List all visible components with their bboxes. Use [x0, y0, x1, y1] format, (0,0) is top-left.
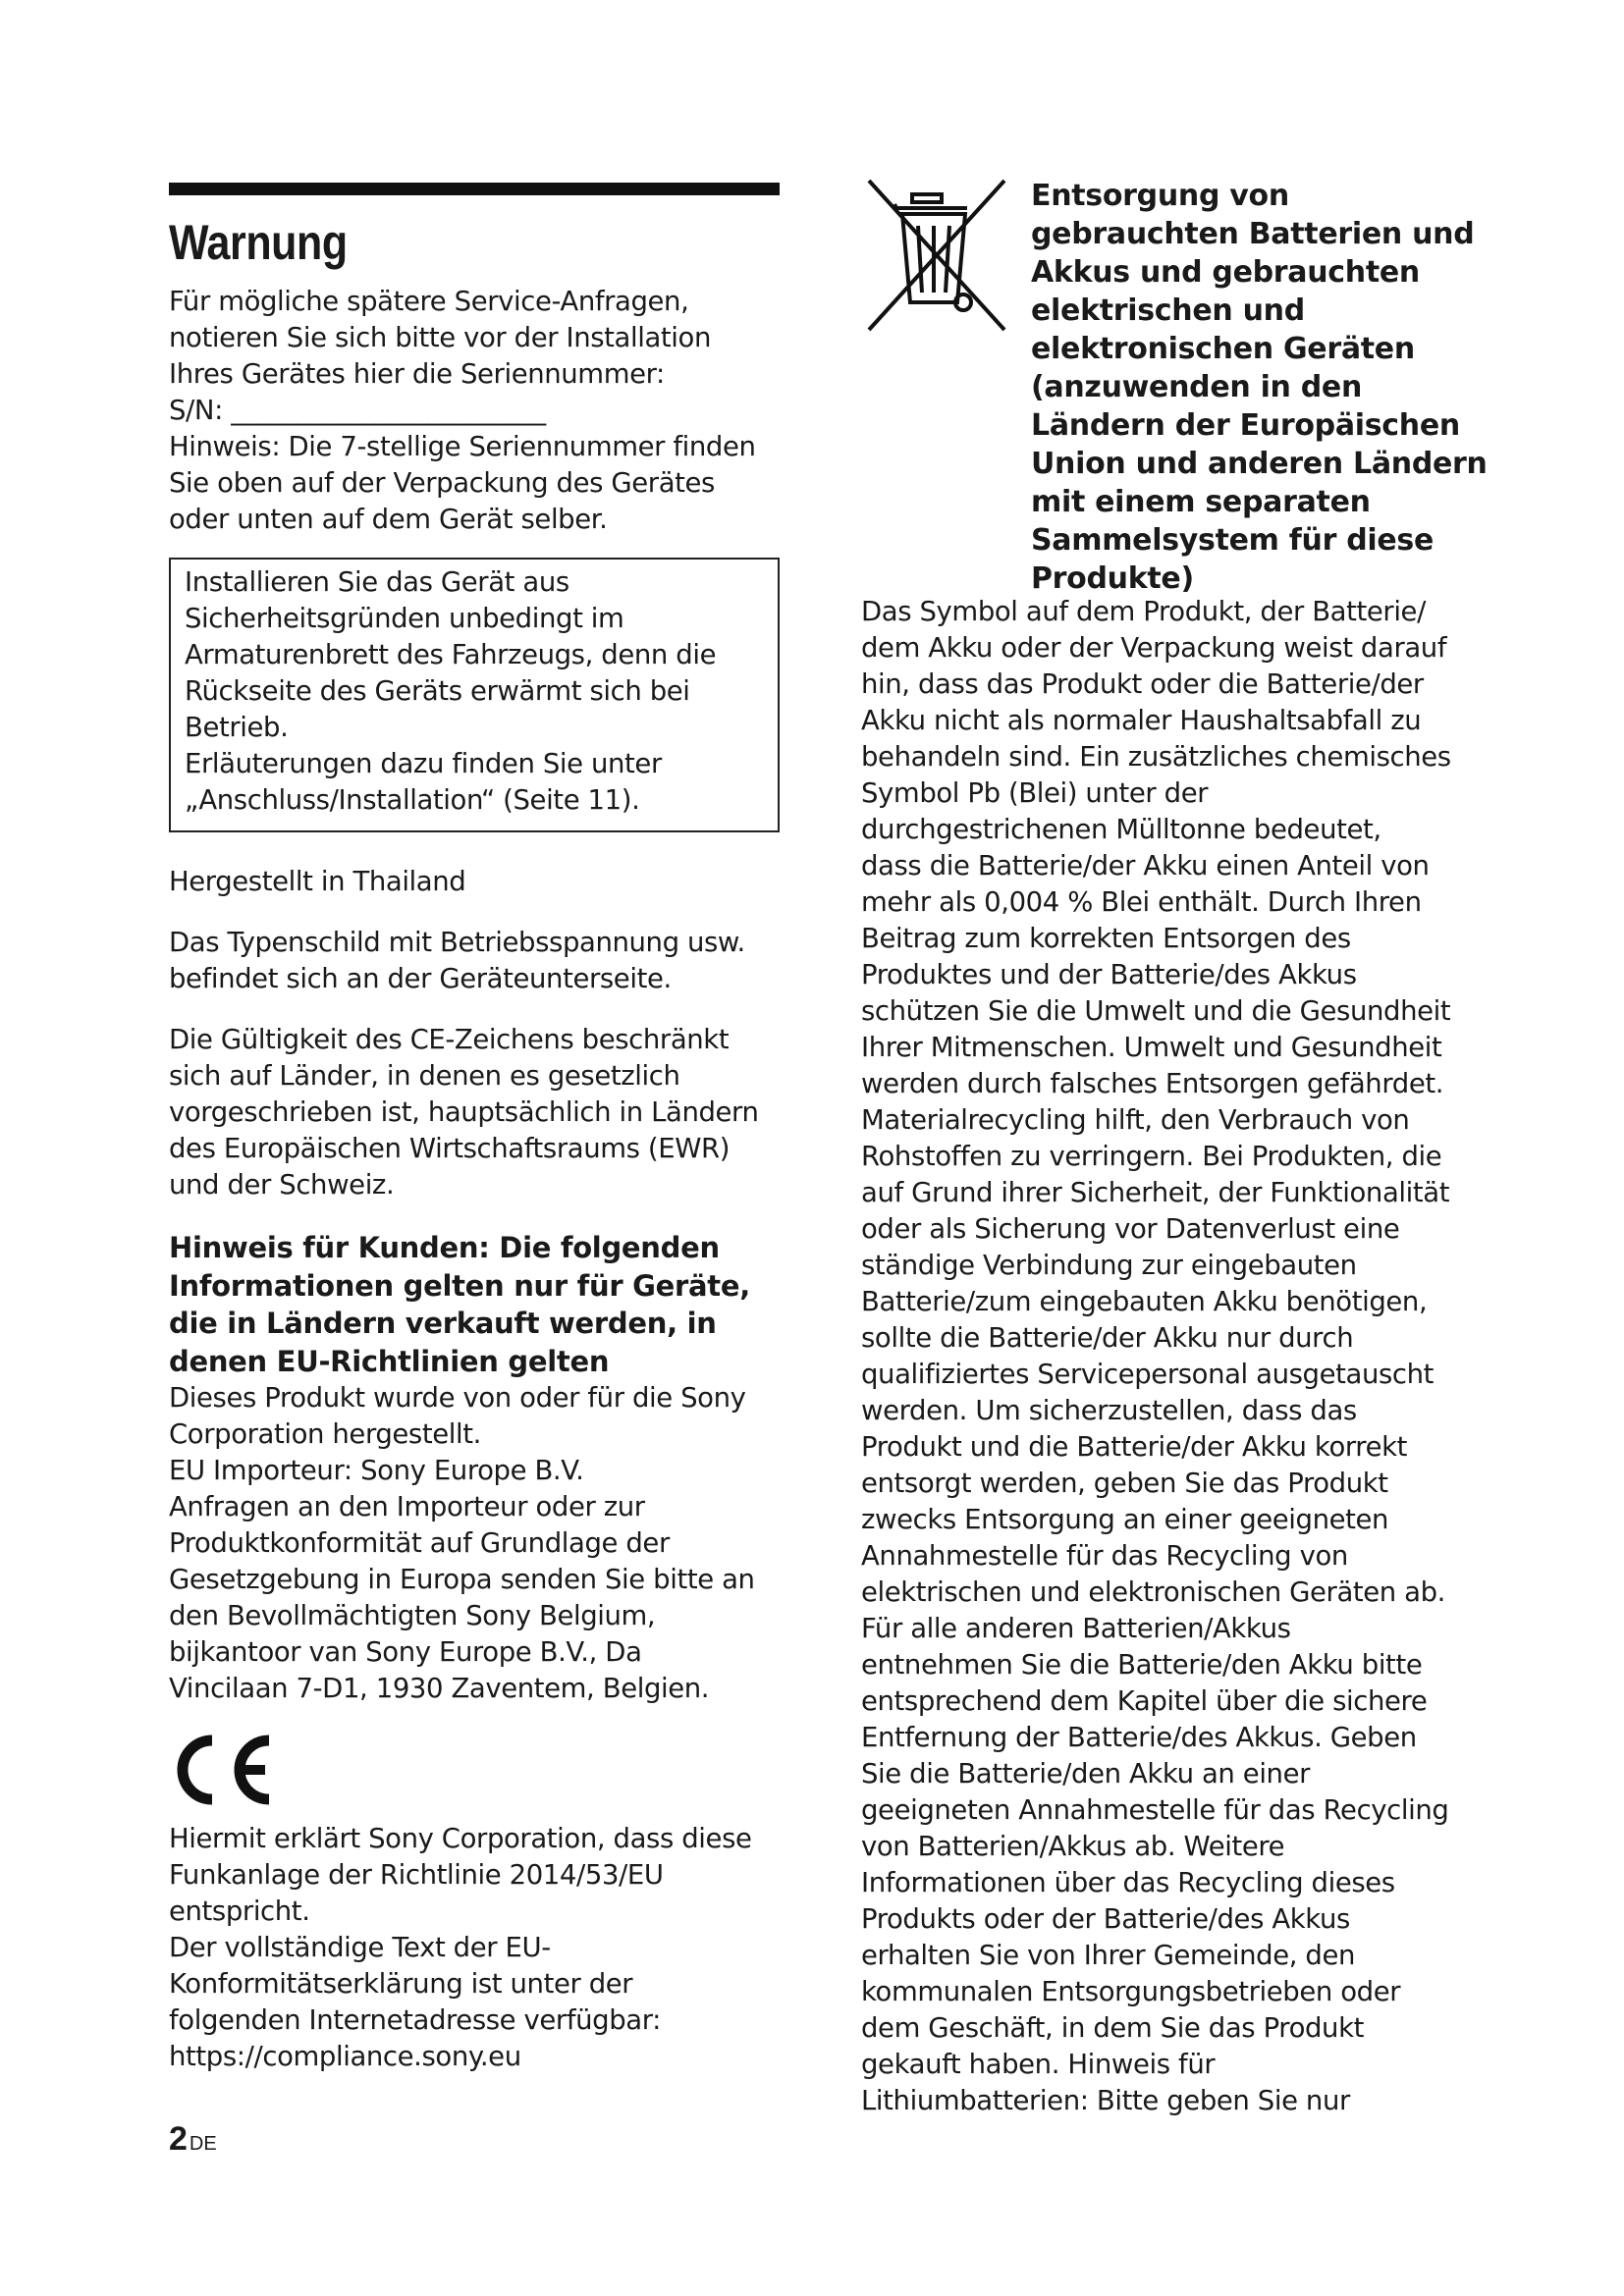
disposal-body-line: werden durch falsches Entsorgen gefährdet.	[861, 1068, 1444, 1099]
crossed-out-wheelie-bin-icon	[861, 177, 1012, 334]
disposal-body-line: mehr als 0,004 % Blei enthält. Durch Ihren	[861, 886, 1422, 918]
left-column	[169, 183, 780, 2075]
disposal-body-line: kommunalen Entsorgungsbetrieben oder	[861, 1976, 1401, 2007]
disposal-body-line: entsorgt werden, geben Sie das Produkt	[861, 1468, 1388, 1499]
eu-customer-body: Dieses Produkt wurde von oder für die Sony Corporation hergestellt. EU Importeur: Sony Europe B.V. Anfragen an den Importeur oder zur Produktkonformität auf Grundlage der Gesetzgebung in Europa senden Sie bitte an den Bevollmächtigten Sony Belgium, bijkantoor van Sony Europe B.V., Da Vincilaan 7-D1, 1930 Zaventem, Belgien.	[169, 1382, 755, 1704]
disposal-body-line: Ihrer Mitmenschen. Umwelt und Gesundheit	[861, 1032, 1442, 1063]
disposal-body-line: geeigneten Annahmestelle für das Recycling	[861, 1794, 1449, 1826]
nameplate-text: Das Typenschild mit Betriebsspannung usw. befindet sich an der Geräteunterseite.	[169, 927, 745, 994]
disposal-body-line: gekauft haben. Hinweis für	[861, 2049, 1216, 2080]
disposal-body-line: Produkts oder der Batterie/des Akkus	[861, 1903, 1350, 1935]
compliance-url[interactable]: https://compliance.sony.eu	[169, 2041, 521, 2072]
page-number: 2 DE	[169, 2120, 217, 2158]
disposal-body-line: Produkt und die Batterie/der Akku korrekt	[861, 1431, 1408, 1463]
disposal-body-line: Rohstoffen zu verringern. Bei Produkten, die	[861, 1141, 1442, 1172]
serial-number-line: S/N: ________________________	[169, 395, 546, 426]
serial-intro: Für mögliche spätere Service-Anfragen, notieren Sie sich bitte vor der Installation Ihres Gerätes hier die Seriennummer: S/N: ________________________ Hinweis: Die 7-stellige Seriennummer finden Sie oben auf der Verpackung des Gerätes oder unten auf dem Gerät selber.	[169, 284, 780, 538]
disposal-body-line: ständige Verbindung zur eingebauten	[861, 1250, 1357, 1281]
disposal-body-line: auf Grund ihrer Sicherheit, der Funktionalität	[861, 1177, 1450, 1208]
disposal-body-line: Annahmestelle für das Recycling von	[861, 1540, 1348, 1572]
disposal-body-line: Für alle anderen Batterien/Akkus	[861, 1613, 1291, 1644]
eu-customer-heading: Hinweis für Kunden: Die folgenden Informationen gelten nur für Geräte, die in Ländern verkauft werden, in denen EU-Richtlinien gelten	[169, 1231, 750, 1378]
disposal-body-line: Beitrag zum korrekten Entsorgen des	[861, 923, 1351, 954]
disposal-body-line: Das Symbol auf dem Produkt, der Batterie/	[861, 596, 1426, 627]
ce-validity-text: Die Gültigkeit des CE-Zeichens beschränkt sich auf Länder, in denen es gesetzlich vorgeschrieben ist, hauptsächlich in Ländern des Europäischen Wirtschaftsraums (EWR) und der Schweiz.	[169, 1024, 759, 1201]
disposal-body-line: entsprechend dem Kapitel über die sichere	[861, 1685, 1428, 1717]
disposal-body-line: schützen Sie die Umwelt und die Gesundheit	[861, 995, 1451, 1027]
made-in-text: Hergestellt in Thailand	[169, 866, 466, 897]
disposal-body-line: qualifiziertes Servicepersonal ausgetauscht	[861, 1359, 1435, 1390]
disposal-body-line: dem Geschäft, in dem Sie das Produkt	[861, 2012, 1364, 2044]
disposal-body-line: Informationen über das Recycling dieses	[861, 1867, 1395, 1898]
disposal-body-line: elektrischen und elektronischen Geräten ab.	[861, 1576, 1446, 1608]
disposal-body-line: erhalten Sie von Ihrer Gemeinde, den	[861, 1940, 1356, 1971]
disposal-body-line: dass die Batterie/der Akku einen Anteil von	[861, 850, 1430, 881]
disposal-body-line: zwecks Entsorgung an einer geeigneten	[861, 1504, 1389, 1535]
declaration-text: Hiermit erklärt Sony Corporation, dass diese Funkanlage der Richtlinie 2014/53/EU entspricht. Der vollständige Text der EU- Konformitätserklärung ist unter der folgenden Internetadresse verfügbar: https://compliance.sony.eu	[169, 1821, 780, 2075]
disposal-body-line: Symbol Pb (Blei) unter der	[861, 777, 1209, 809]
disposal-body-line: Entfernung der Batterie/des Akkus. Geben	[861, 1722, 1417, 1753]
disposal-body-line: dem Akku oder der Verpackung weist darauf	[861, 632, 1447, 664]
disposal-body-line: hin, dass das Produkt oder die Batterie/der	[861, 668, 1424, 700]
disposal-body	[861, 594, 1489, 2119]
disposal-body-line: oder als Sicherung vor Datenverlust eine	[861, 1213, 1400, 1245]
disposal-body-line: Sie die Batterie/den Akku an einer	[861, 1758, 1311, 1789]
disposal-body-line: Lithiumbatterien: Bitte geben Sie nur	[861, 2085, 1350, 2116]
disposal-body-line: durchgestrichenen Mülltonne bedeutet,	[861, 814, 1381, 845]
disposal-body-line: sollte die Batterie/der Akku nur durch	[861, 1322, 1354, 1354]
disposal-body-line: Materialrecycling hilft, den Verbrauch von	[861, 1104, 1410, 1136]
page-title: Warnung	[169, 215, 348, 270]
disposal-body-line: entnehmen Sie die Batterie/den Akku bitte	[861, 1649, 1423, 1681]
ce-mark-icon	[169, 1731, 277, 1809]
disposal-body-line: Batterie/zum eingebauten Akku benötigen,	[861, 1286, 1428, 1317]
disposal-body-line: Produktes und der Batterie/des Akkus	[861, 959, 1357, 990]
section-rule	[169, 183, 780, 195]
disposal-body-line: behandeln sind. Ein zusätzliches chemisches	[861, 741, 1451, 773]
installation-note-box: Installieren Sie das Gerät aus Sicherheitsgründen unbedingt im Armaturenbrett des Fahrzeugs, denn die Rückseite des Geräts erwärmt sich bei Betrieb. Erläuterungen dazu finden Sie unter „Anschluss/Installation“ (Seite 11).	[169, 558, 780, 832]
disposal-body-line: werden. Um sicherzustellen, dass das	[861, 1395, 1357, 1426]
disposal-body-line: Akku nicht als normaler Haushaltsabfall zu	[861, 705, 1422, 736]
disposal-heading: Entsorgung von gebrauchten Batterien und Akkus und gebrauchten elektrischen und elektronischen Geräten (anzuwenden in den Ländern der Europäischen Union und anderen Ländern mit einem separaten Sammelsystem für diese Produkte)	[1031, 179, 1488, 596]
disposal-body-line: von Batterien/Akkus ab. Weitere	[861, 1831, 1285, 1862]
